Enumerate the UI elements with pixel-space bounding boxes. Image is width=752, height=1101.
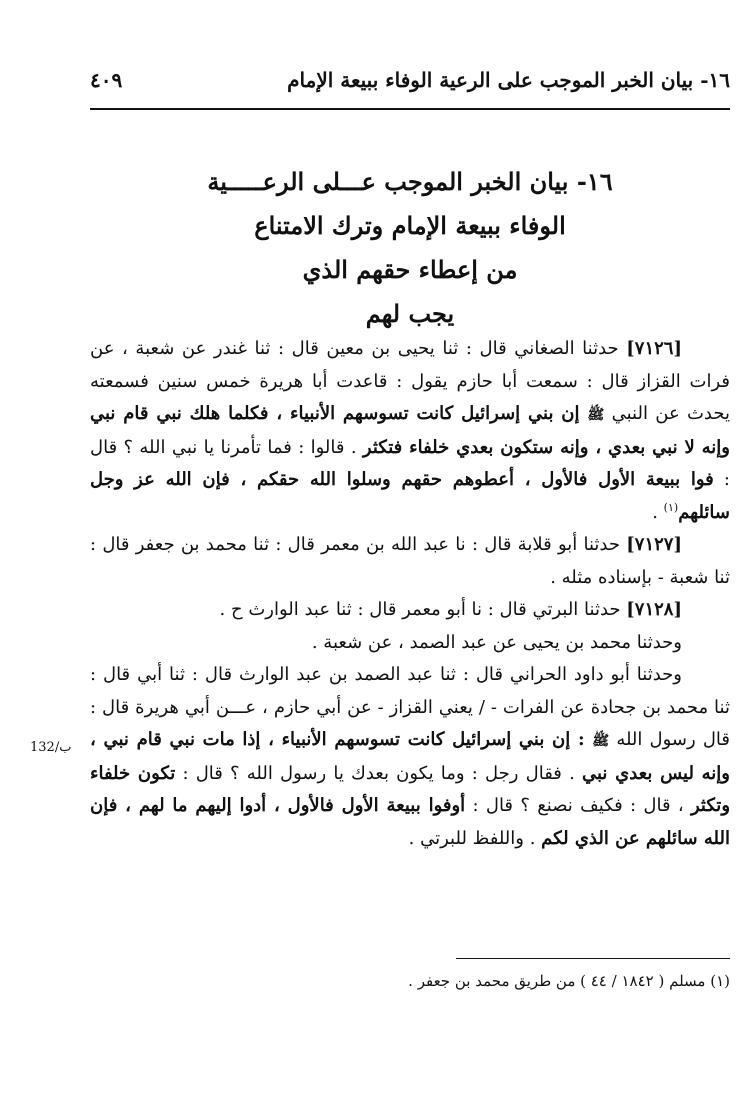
hadith-matn-bold: إن بني إسرائيل كانت تسوسهم الأنبياء ، فكلما هلك نبي قام نبي وإنه لا نبي بعدي ، وإنه ستكون بعدي خلفاء فتكثر [90,403,731,458]
hadith-matn-bold: : إن بني إسرائيل كانت تسوسهم الأنبياء ، إذا مات نبي قام نبي ، وإنه ليس بعدي نبي [90,729,730,784]
hadith-text: ، قال : فكيف نصنع ؟ قال : [465,795,691,816]
running-header [90,62,730,106]
footnote: (١) مسلم ( ١٨٤٢ / ٤٤ ) من طريق محمد بن جعفر . [408,972,730,990]
hadith-text: وحدثنا أبو داود الحراني قال : ثنا عبد الصمد بن عبد الوارث قال : ثنا أبي قال : ثنا محمد بن جحادة عن الفرات - / يعني القزاز - عن أبي حازم ، عـــن أبي هريرة قال : قال رسول الله [90,664,730,750]
hadith-text: . واللفظ للبرتي . [408,827,542,849]
hadith-7127 [90,529,730,594]
salutation-glyph: ﷺ [587,407,605,423]
hadith-7128-chain-3 [90,659,730,855]
hadith-number: [٧١٢٧] [626,534,682,555]
chapter-title-line-4: يجب لهم [365,299,455,328]
hadith-text: حدثنا أبو قلابة قال : نا عبد الله بن معمر قال : ثنا محمد بن جعفر قال : ثنا شعبة - بإسناده مثله . [90,534,730,588]
chapter-title-line-3: من إعطاء حقهم الذي [302,255,518,284]
hadith-matn-bold: أوفوا ببيعة الأول فالأول ، أدوا إليهم ما لهم ، فإن الله سائلهم عن الذي لكم [90,795,730,849]
chapter-title-line-1: ١٦- بيان الخبر الموجب عـــلى الرعـــــية [207,167,613,196]
header-rule [90,108,730,110]
page-number: ٤٠٩ [90,68,123,92]
hadith-7128-chain-2: وحدثنا محمد بن يحيى عن عبد الصمد ، عن شعبة . [311,631,682,653]
hadith-text: حدثنا البرتي قال : نا أبو معمر قال : ثنا عبد الوارث ح . [219,599,627,620]
manuscript-folio-note: 132/ب [30,740,72,755]
salutation-glyph: ﷺ [592,733,610,749]
hadith-text: حدثنا الصغاني قال : ثنا يحيى بن معين قال : ثنا غندر عن شعبة ، عن فرات القزاز قال : سمعت أبا حازم يقول : قاعدت أبا هريرة خمس سنين فسمعته يحدث عن النبي [90,338,731,424]
hadith-matn-bold: تكون خلفاء وتكثر [90,762,731,816]
hadith-text: . [652,501,664,523]
main-text [90,333,730,855]
hadith-text: . قالوا : فما تأمرنا يا نبي الله ؟ قال : [90,436,731,490]
hadith-7128 [90,594,730,627]
footnote-rule [456,958,730,959]
chapter-title-line-2: الوفاء ببيعة الإمام وترك الامتناع [254,211,566,240]
hadith-number: [٧١٢٨] [626,599,682,620]
hadith-number: [٧١٢٦] [626,338,682,359]
chapter-title [90,160,730,336]
hadith-text: . فقال رجل : وما يكون بعدك يا رسول الله ؟ قال : [175,762,582,784]
running-title: ١٦- بيان الخبر الموجب على الرعية الوفاء ببيعة الإمام [287,68,730,92]
footnote-ref[interactable]: (١) [663,500,679,514]
hadith-7126 [90,333,730,529]
hadith-matn-bold: فوا ببيعة الأول فالأول ، أعطوهم حقهم وسلوا الله حقكم ، فإن الله عز وجل سائلهم [90,469,730,523]
